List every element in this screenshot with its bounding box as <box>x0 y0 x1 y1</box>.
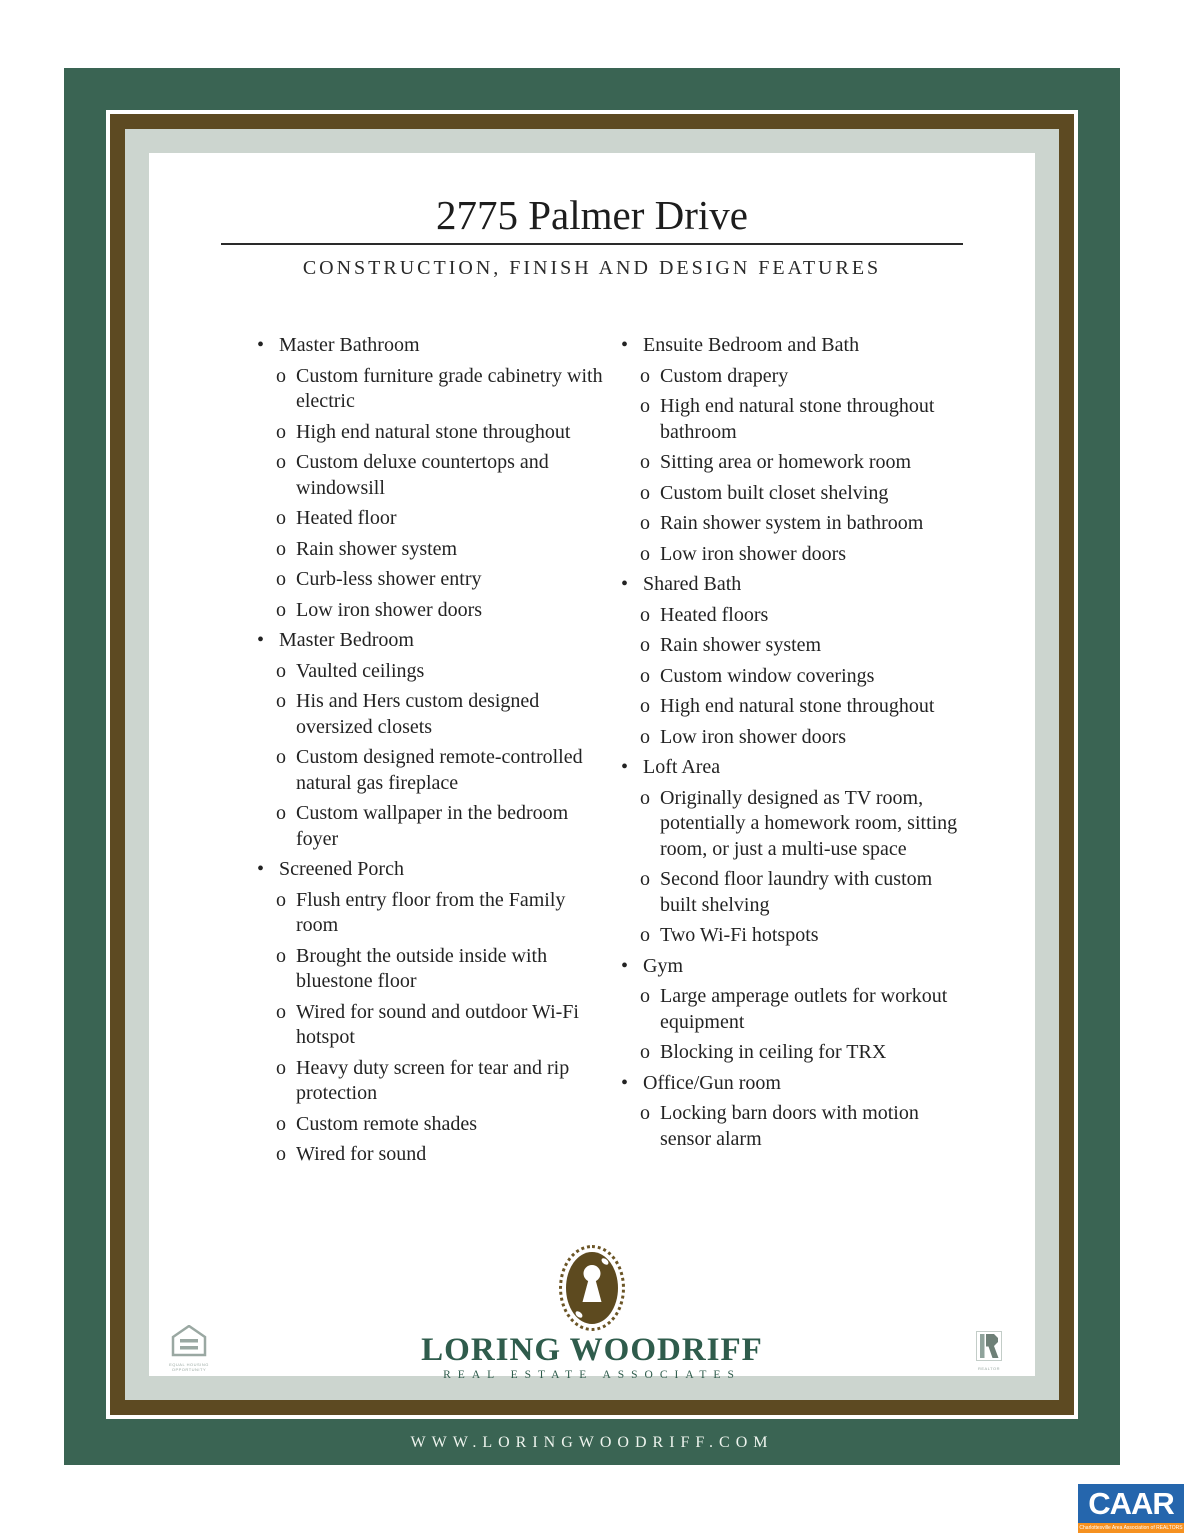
brand-tagline: REAL ESTATE ASSOCIATES <box>443 1369 741 1381</box>
feature-item-label: Rain shower system <box>296 537 458 560</box>
feature-item <box>621 450 969 476</box>
feature-item-label: Low iron shower doors <box>296 598 483 621</box>
caar-logo-text: CAAR <box>1078 1484 1184 1523</box>
feature-item-label: Heated floor <box>296 507 397 529</box>
feature-item-label: Second floor laundry with custom built shelving <box>660 868 933 916</box>
equal-housing-badge <box>165 1325 213 1372</box>
feature-category-label: Ensuite Bedroom and Bath <box>643 334 860 356</box>
sub-bullet-icon: o <box>276 888 286 911</box>
feature-category <box>621 333 969 359</box>
sub-bullet-icon: o <box>640 603 650 626</box>
feature-section <box>257 857 605 1168</box>
feature-category <box>621 572 969 598</box>
feature-item-label: Custom drapery <box>660 364 789 387</box>
sub-bullet-icon: o <box>276 598 286 621</box>
feature-item-label: Wired for sound and outdoor Wi-Fi hotspot <box>296 1000 579 1048</box>
feature-item <box>257 1112 605 1138</box>
flyer-content <box>149 153 1035 1381</box>
feature-category-label: Gym <box>643 954 683 977</box>
feature-item <box>257 801 605 852</box>
frame-brown-band <box>110 114 1074 1415</box>
sub-bullet-icon: o <box>640 481 650 504</box>
realtor-label: REALTOR <box>977 1366 1001 1371</box>
feature-column-left <box>257 333 605 1173</box>
sub-bullet-icon: o <box>640 1041 650 1063</box>
sub-bullet-icon: o <box>640 364 650 387</box>
sub-bullet-icon: o <box>640 542 650 565</box>
feature-item-label: Flush entry floor from the Family room <box>296 888 566 936</box>
sub-bullet-icon: o <box>640 512 650 534</box>
feature-item-label: Low iron shower doors <box>660 725 847 748</box>
feature-column-right <box>621 333 969 1173</box>
sub-bullet-icon: o <box>276 802 286 824</box>
feature-category-label: Office/Gun room <box>643 1071 781 1094</box>
feature-section <box>621 954 969 1066</box>
feature-item <box>621 633 969 659</box>
sub-bullet-icon: o <box>276 659 286 682</box>
feature-item <box>257 450 605 501</box>
feature-item-label: Custom wallpaper in the bedroom foyer <box>296 802 569 850</box>
sub-bullet-icon: o <box>640 786 650 809</box>
sub-bullet-icon: o <box>276 420 286 443</box>
feature-item-label: Wired for sound <box>296 1143 427 1165</box>
feature-category <box>621 1071 969 1097</box>
feature-item <box>621 511 969 537</box>
equal-housing-label: EQUAL HOUSING OPPORTUNITY <box>169 1362 209 1372</box>
feature-item-label: Locking barn doors with motion sensor alarm <box>660 1102 919 1150</box>
feature-item <box>257 420 605 446</box>
feature-section <box>621 572 969 750</box>
feature-item <box>621 542 969 568</box>
feature-item <box>621 984 969 1035</box>
caar-logo <box>1078 1484 1184 1533</box>
sub-bullet-icon: o <box>276 1056 286 1079</box>
feature-category <box>257 333 605 359</box>
equal-housing-icon <box>171 1325 207 1357</box>
feature-item <box>621 1101 969 1152</box>
page-subtitle: CONSTRUCTION, FINISH AND DESIGN FEATURES <box>302 257 882 279</box>
feature-category <box>257 628 605 654</box>
feature-item <box>621 394 969 445</box>
feature-item-label: Heavy duty screen for tear and rip protection <box>296 1056 570 1104</box>
bullet-icon: • <box>257 858 265 880</box>
feature-item <box>257 364 605 415</box>
feature-item-label: Custom window coverings <box>660 664 875 687</box>
feature-item <box>621 481 969 507</box>
page-title: 2775 Palmer Drive <box>436 192 748 238</box>
bullet-icon: • <box>257 334 265 356</box>
sub-bullet-icon: o <box>640 1102 650 1124</box>
feature-item-label: Originally designed as TV room, potentially a homework room, sitting room, or just a multi-use space <box>660 786 958 860</box>
feature-item <box>257 598 605 624</box>
feature-category <box>257 857 605 883</box>
feature-item-label: Custom built closet shelving <box>660 481 889 504</box>
bullet-icon: • <box>621 954 629 977</box>
sub-bullet-icon: o <box>640 985 650 1007</box>
feature-section <box>257 333 605 623</box>
feature-item-label: Custom furniture grade cabinetry with electric <box>296 364 603 412</box>
sub-bullet-icon: o <box>276 364 286 387</box>
feature-item-label: Blocking in ceiling for TRX <box>660 1041 887 1063</box>
feature-item <box>621 664 969 690</box>
feature-item-label: Custom designed remote-controlled natural gas fireplace <box>296 746 583 794</box>
feature-item-label: Brought the outside inside with bluestone floor <box>296 944 548 992</box>
title-block <box>149 193 1035 280</box>
feature-category-label: Loft Area <box>643 756 721 778</box>
feature-section <box>257 628 605 852</box>
feature-columns <box>257 333 969 1173</box>
feature-section <box>621 1071 969 1153</box>
sub-bullet-icon: o <box>276 746 286 768</box>
flyer-frame <box>64 68 1120 1465</box>
bullet-icon: • <box>257 629 265 651</box>
feature-item-label: High end natural stone throughout <box>660 695 935 717</box>
feature-item-label: Custom remote shades <box>296 1112 478 1135</box>
website-url: WWW.LORINGWOODRIFF.COM <box>410 1434 774 1451</box>
keyhole-logo-icon <box>559 1245 625 1331</box>
feature-section <box>621 755 969 949</box>
bullet-icon: • <box>621 573 629 595</box>
brand-name: LORING WOODRIFF <box>421 1332 763 1368</box>
sub-bullet-icon: o <box>640 924 650 946</box>
sub-bullet-icon: o <box>276 507 286 529</box>
feature-item-label: Sitting area or homework room <box>660 451 912 473</box>
sub-bullet-icon: o <box>276 568 286 590</box>
sub-bullet-icon: o <box>640 451 650 473</box>
feature-item <box>257 1000 605 1051</box>
feature-item-label: His and Hers custom designed oversized closets <box>296 690 540 738</box>
feature-item <box>621 725 969 751</box>
feature-category-label: Master Bathroom <box>279 334 420 356</box>
feature-item <box>257 1142 605 1168</box>
realtor-icon <box>976 1331 1002 1361</box>
feature-item-label: Rain shower system in bathroom <box>660 512 924 534</box>
feature-category <box>621 755 969 781</box>
feature-item <box>621 694 969 720</box>
feature-item <box>257 944 605 995</box>
sub-bullet-icon: o <box>640 664 650 687</box>
feature-item <box>257 689 605 740</box>
bullet-icon: • <box>621 334 629 356</box>
feature-item <box>621 786 969 863</box>
title-divider <box>221 243 963 245</box>
feature-category-label: Master Bedroom <box>279 629 414 651</box>
feature-item <box>257 745 605 796</box>
sub-bullet-icon: o <box>276 537 286 560</box>
sub-bullet-icon: o <box>640 868 650 890</box>
feature-item <box>257 537 605 563</box>
feature-item <box>257 506 605 532</box>
bullet-icon: • <box>621 756 629 778</box>
feature-item-label: Rain shower system <box>660 634 822 656</box>
feature-item-label: Two Wi-Fi hotspots <box>660 924 819 946</box>
frame-white-line <box>106 110 1078 1419</box>
sub-bullet-icon: o <box>640 695 650 717</box>
feature-item <box>621 603 969 629</box>
feature-item <box>621 1040 969 1066</box>
feature-item-label: Custom deluxe countertops and windowsill <box>296 451 549 499</box>
feature-category-label: Shared Bath <box>643 573 742 595</box>
feature-item-label: Low iron shower doors <box>660 542 847 565</box>
feature-item <box>621 923 969 949</box>
feature-item <box>621 867 969 918</box>
feature-item <box>257 567 605 593</box>
sub-bullet-icon: o <box>276 944 286 967</box>
sub-bullet-icon: o <box>640 634 650 656</box>
feature-item-label: High end natural stone throughout bathroom <box>660 395 935 443</box>
feature-item-label: Curb-less shower entry <box>296 568 482 590</box>
feature-category <box>621 954 969 980</box>
realtor-badge <box>969 1331 1009 1371</box>
feature-item <box>257 1056 605 1107</box>
bullet-icon: • <box>621 1071 629 1094</box>
feature-section <box>621 333 969 567</box>
sub-bullet-icon: o <box>276 1143 286 1165</box>
feature-item-label: Large amperage outlets for workout equipment <box>660 985 948 1033</box>
feature-item-label: Vaulted ceilings <box>296 659 425 682</box>
sub-bullet-icon: o <box>276 690 286 712</box>
feature-category-label: Screened Porch <box>279 858 404 880</box>
sub-bullet-icon: o <box>640 725 650 748</box>
feature-item <box>257 659 605 685</box>
sub-bullet-icon: o <box>276 1112 286 1135</box>
caar-logo-tagline: Charlottesville Area Association of REALTORS <box>1079 1525 1183 1531</box>
feature-item-label: Heated floors <box>660 603 769 626</box>
sub-bullet-icon: o <box>276 451 286 473</box>
feature-item <box>621 364 969 390</box>
feature-item-label: High end natural stone throughout <box>296 420 571 443</box>
sub-bullet-icon: o <box>276 1000 286 1023</box>
sub-bullet-icon: o <box>640 395 650 417</box>
feature-item <box>257 888 605 939</box>
frame-sage-band <box>125 129 1059 1400</box>
